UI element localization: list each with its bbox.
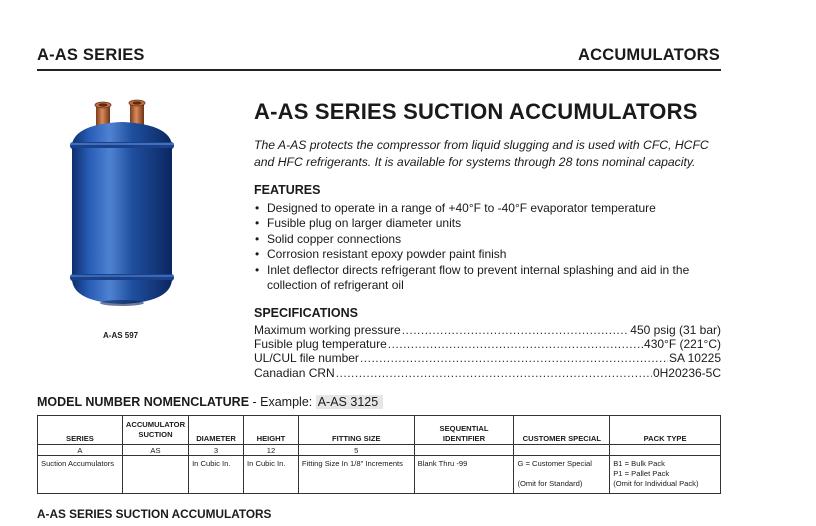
- table-cell: Fitting Size In 1/8" Increments: [298, 456, 414, 494]
- nomenclature-header-row: [38, 416, 721, 445]
- column-header: HEIGHT: [244, 416, 299, 445]
- table-cell: [610, 456, 721, 494]
- product-intro: The A-AS protects the compressor from liquid slugging and is used with CFC, HCFC and HFC refrigerants. It is available for systems through 28 tons nominal capacity.: [254, 138, 709, 169]
- spec-value: 0H20236-5C: [652, 365, 721, 380]
- spec-value: SA 10225: [668, 351, 721, 366]
- category-label: ACCUMULATORS: [577, 46, 720, 64]
- series-label: A-AS SERIES: [37, 46, 145, 64]
- feature-item: • Designed to operate in a range of +40°F to -40°F evaporator temperature: [254, 201, 724, 216]
- table-cell: 5: [298, 445, 414, 456]
- pack-type-note: (Omit for Individual Pack): [613, 479, 699, 488]
- table-cell: [610, 445, 721, 456]
- column-header: PACK TYPE: [610, 416, 721, 445]
- section-title: A-AS SERIES SUCTION ACCUMULATORS: [37, 507, 272, 521]
- nomenclature-table: [37, 415, 721, 494]
- product-image-caption: A-AS 597: [103, 331, 139, 340]
- nomenclature-heading: [37, 395, 383, 409]
- specifications-list: [254, 323, 721, 380]
- spec-value: 450 psig (31 bar): [630, 323, 721, 337]
- table-cell: [122, 456, 188, 494]
- spec-row: [254, 337, 721, 351]
- table-cell: Suction Accumulators: [38, 456, 123, 494]
- pack-type-option: B1 = Bulk Pack: [613, 459, 665, 468]
- nomenclature-description-row: [38, 456, 721, 494]
- spec-label: Fusible plug temperature: [254, 337, 387, 352]
- feature-item: • Fusible plug on larger diameter units: [254, 216, 724, 231]
- spec-label: UL/CUL file number: [254, 351, 359, 366]
- feature-item: • Solid copper connections: [254, 232, 724, 247]
- nomenclature-example-value: A-AS 3125: [316, 395, 383, 409]
- column-header: DIAMETER: [189, 416, 244, 445]
- customer-special-code: G = Customer Special: [517, 459, 592, 468]
- table-cell: [514, 456, 610, 494]
- header-rule: [37, 69, 721, 71]
- nomenclature-title: MODEL NUMBER NOMENCLATURE: [37, 395, 250, 409]
- product-title: A-AS SERIES SUCTION ACCUMULATORS: [254, 99, 698, 124]
- nomenclature-example-row: [38, 445, 721, 456]
- table-cell: In Cubic In.: [244, 456, 299, 494]
- nomenclature-example-prefix: - Example:: [249, 395, 316, 409]
- column-header: SERIES: [38, 416, 123, 445]
- table-cell: [414, 445, 514, 456]
- features-list: [254, 201, 724, 293]
- spec-value: 430°F (221°C): [644, 337, 721, 352]
- spec-label: Canadian CRN: [254, 365, 335, 380]
- table-cell: In Cubic In.: [189, 456, 244, 494]
- dot-leader: [360, 351, 668, 365]
- specifications-heading: SPECIFICATIONS: [254, 306, 358, 320]
- column-header: CUSTOMER SPECIAL: [514, 416, 610, 445]
- table-cell: A: [38, 445, 123, 456]
- table-cell: 12: [244, 445, 299, 456]
- table-cell: 3: [189, 445, 244, 456]
- pack-type-option: P1 = Pallet Pack: [613, 469, 670, 478]
- feature-item: • Corrosion resistant epoxy powder paint finish: [254, 247, 724, 262]
- table-cell: [514, 445, 610, 456]
- table-cell: AS: [122, 445, 188, 456]
- dot-leader: [336, 366, 652, 380]
- spec-row: [254, 323, 721, 337]
- dot-leader: [402, 323, 630, 337]
- column-header: FITTING SIZE: [298, 416, 414, 445]
- spec-label: Maximum working pressure: [254, 323, 401, 337]
- table-cell: Blank Thru -99: [414, 456, 514, 494]
- dot-leader: [388, 337, 643, 351]
- feature-item: • Inlet deflector directs refrigerant flow to prevent internal splashing and aid in the collection of refrigerant oil: [254, 263, 724, 294]
- column-header: SEQUENTIAL IDENTIFIER: [414, 416, 514, 445]
- accumulator-product-image: [66, 96, 178, 314]
- spec-row: [254, 351, 721, 365]
- spec-row: [254, 366, 721, 380]
- customer-special-note: (Omit for Standard): [517, 479, 583, 488]
- features-heading: FEATURES: [254, 183, 321, 197]
- column-header: ACCUMULATOR SUCTION: [122, 416, 188, 445]
